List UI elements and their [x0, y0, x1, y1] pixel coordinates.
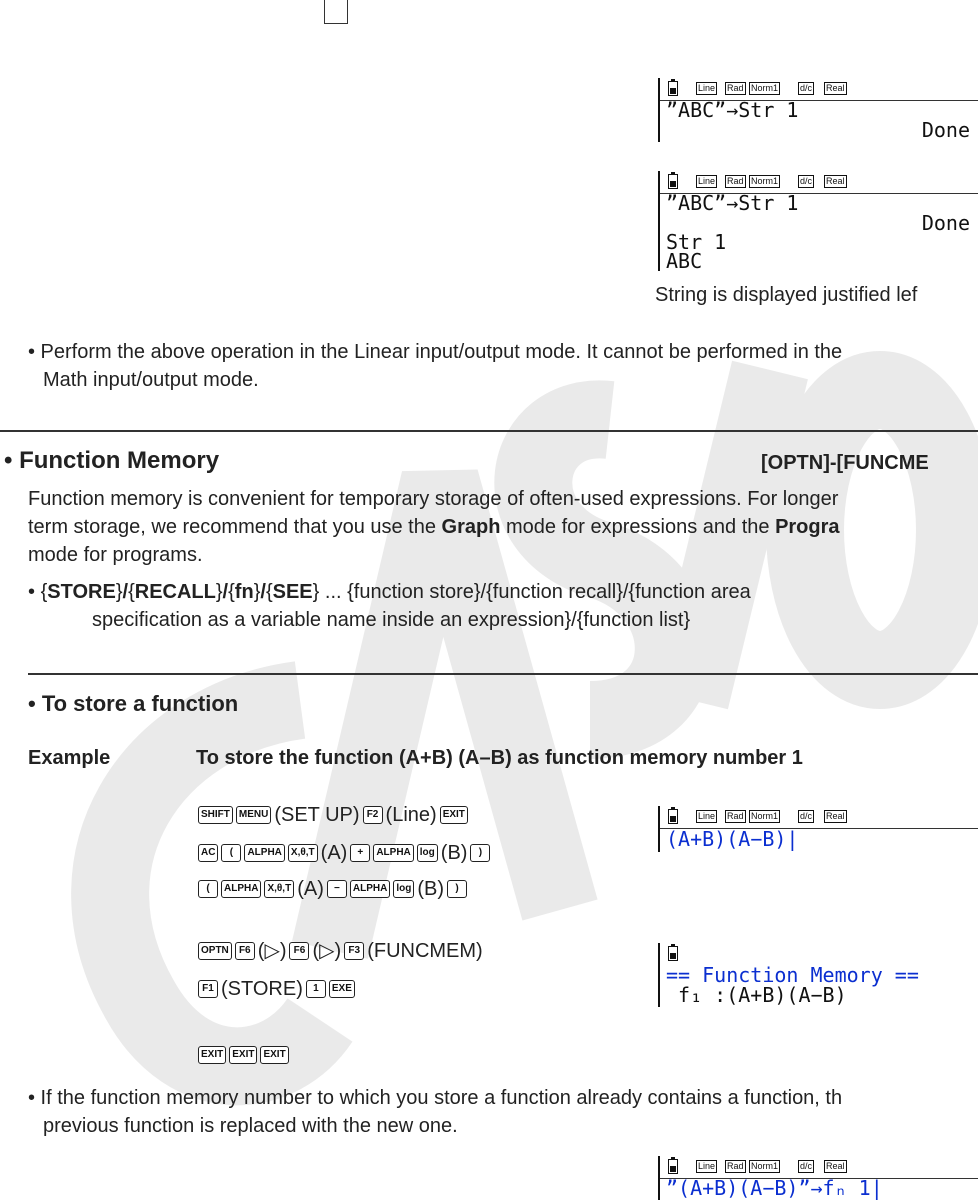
key-sequence-2: AC ( ALPHA X,θ,T (A) + ALPHA log (B) )	[198, 838, 493, 867]
rparen-key[interactable]: )	[470, 844, 490, 862]
calculator-screen-3	[658, 806, 978, 852]
function-memory-title: == Function Memory ==	[666, 963, 919, 987]
indicator-real: Real	[826, 176, 845, 186]
menu-recall: RECALL	[134, 581, 216, 603]
screen-result: Done	[921, 118, 970, 142]
bullet-replace-line1: • If the function memory number to which you store a function already contains a function, th	[28, 1087, 843, 1109]
paragraph-line-3: mode for programs.	[28, 544, 203, 566]
indicator-rad: Rad	[727, 811, 744, 821]
exit-key[interactable]: EXIT	[198, 1046, 226, 1064]
plus-key[interactable]: +	[350, 844, 370, 862]
menu-items-line: • {STORE}/{RECALL}/{fn}/{SEE} ... {function store}/{function recall}/{function area	[28, 581, 751, 603]
subsection-heading: • To store a function	[28, 691, 239, 716]
alpha-key[interactable]: ALPHA	[373, 844, 413, 862]
graph-mode: Graph	[441, 516, 501, 538]
xtheta-key[interactable]: X,θ,T	[288, 844, 318, 862]
indicator-dc: d/c	[800, 83, 813, 93]
example-label: Example	[28, 747, 111, 769]
exit-key[interactable]: EXIT	[260, 1046, 288, 1064]
indicator-dc: d/c	[800, 1161, 813, 1171]
menu-see: SEE	[272, 581, 313, 603]
heading-bullet: •	[4, 447, 13, 474]
indicator-norm: Norm1	[751, 176, 779, 186]
log-key[interactable]: log	[417, 844, 438, 862]
alpha-key[interactable]: ALPHA	[350, 880, 390, 898]
exe-key[interactable]: EXE	[329, 980, 355, 998]
section-divider	[0, 430, 978, 432]
screen-result: Done	[921, 211, 970, 235]
calculator-screen-1	[658, 78, 978, 142]
f6-key[interactable]: F6	[289, 942, 309, 960]
indicator-rad: Rad	[727, 83, 744, 93]
indicator-line: Line	[698, 811, 716, 821]
exit-key[interactable]: EXIT	[229, 1046, 257, 1064]
screen-input: ”(A+B)(A−B)”→fₙ 1|	[666, 1176, 883, 1200]
indicator-line: Line	[698, 83, 716, 93]
section-heading	[4, 446, 219, 476]
battery-icon	[668, 81, 678, 96]
menu-path: [OPTN]-[FUNCME	[761, 452, 929, 474]
lparen-key[interactable]: (	[221, 844, 241, 862]
optn-key[interactable]: OPTN	[198, 942, 232, 960]
menu-desc-line2: specification as a variable name inside an expression}/{function list}	[92, 609, 691, 631]
menu-key[interactable]: MENU	[236, 806, 271, 824]
subsection-title: To store a function	[41, 691, 239, 716]
indicator-norm: Norm1	[751, 1161, 779, 1171]
battery-icon	[668, 174, 678, 189]
status-bar	[660, 943, 978, 965]
paragraph-line-2: term storage, we recommend that you use the Graph mode for expressions and the Progra	[28, 516, 840, 538]
one-key[interactable]: 1	[306, 980, 326, 998]
lparen-key[interactable]: (	[198, 880, 218, 898]
alpha-key[interactable]: ALPHA	[221, 880, 261, 898]
key-sequence-5: F1 (STORE) 1 EXE	[198, 974, 358, 1003]
indicator-real: Real	[826, 811, 845, 821]
example-text: To store the function (A+B) (A–B) as function memory number 1	[196, 747, 803, 769]
f1-key[interactable]: F1	[198, 980, 218, 998]
screen-line-4: ABC	[666, 249, 703, 271]
alpha-key[interactable]: ALPHA	[244, 844, 284, 862]
indicator-real: Real	[826, 1161, 845, 1171]
battery-icon	[668, 946, 678, 961]
menu-fn: fn	[234, 581, 254, 603]
screen-line-1: ”ABC”→Str 1	[666, 98, 799, 122]
paragraph-line-1: Function memory is convenient for temporary storage of often-used expressions. For longer	[28, 488, 839, 510]
indicator-line: Line	[698, 176, 716, 186]
calculator-screen-5	[658, 1156, 978, 1200]
indicator-rad: Rad	[727, 176, 744, 186]
bullet-linear-line2: Math input/output mode.	[43, 369, 259, 391]
f6-key[interactable]: F6	[235, 942, 255, 960]
indicator-norm: Norm1	[751, 83, 779, 93]
calculator-screen-2	[658, 171, 978, 271]
section-title: Function Memory	[19, 447, 220, 474]
screen-caption: String is displayed justified lef	[655, 284, 918, 306]
empty-box	[324, 0, 348, 24]
f2-key[interactable]: F2	[363, 806, 383, 824]
key-sequence-6	[198, 1040, 292, 1068]
screen-input: (A+B)(A−B)|	[666, 827, 799, 851]
status-bar	[660, 806, 978, 829]
indicator-line: Line	[698, 1161, 716, 1171]
indicator-dc: d/c	[800, 811, 813, 821]
program-mode: Progra	[775, 516, 840, 538]
xtheta-key[interactable]: X,θ,T	[264, 880, 294, 898]
indicator-real: Real	[826, 83, 845, 93]
minus-key[interactable]: −	[327, 880, 347, 898]
key-sequence-4: OPTN F6 (▷) F6 (▷) F3 (FUNCMEM)	[198, 936, 486, 965]
log-key[interactable]: log	[393, 880, 414, 898]
menu-store: STORE	[47, 581, 116, 603]
rparen-key[interactable]: )	[447, 880, 467, 898]
key-sequence-3: ( ALPHA X,θ,T (A) − ALPHA log (B) )	[198, 874, 470, 903]
shift-key[interactable]: SHIFT	[198, 806, 233, 824]
calculator-screen-4	[658, 943, 978, 1007]
ac-key[interactable]: AC	[198, 844, 218, 862]
indicator-norm: Norm1	[751, 811, 779, 821]
key-sequence-1: SHIFT MENU (SET UP) F2 (Line) EXIT	[198, 800, 471, 829]
battery-icon	[668, 809, 678, 824]
indicator-dc: d/c	[800, 176, 813, 186]
bullet-replace-line2: previous function is replaced with the new one.	[43, 1115, 458, 1137]
exit-key[interactable]: EXIT	[440, 806, 468, 824]
indicator-rad: Rad	[727, 1161, 744, 1171]
battery-icon	[668, 1159, 678, 1174]
screen-line-1: ”ABC”→Str 1	[666, 191, 799, 215]
function-memory-entry: f₁ :(A+B)(A−B)	[666, 983, 847, 1007]
screen-line-3: Str 1	[666, 230, 727, 254]
bullet-linear-line1: • Perform the above operation in the Linear input/output mode. It cannot be performed in the	[28, 341, 843, 363]
subsection-divider	[28, 673, 978, 675]
f3-key[interactable]: F3	[344, 942, 364, 960]
